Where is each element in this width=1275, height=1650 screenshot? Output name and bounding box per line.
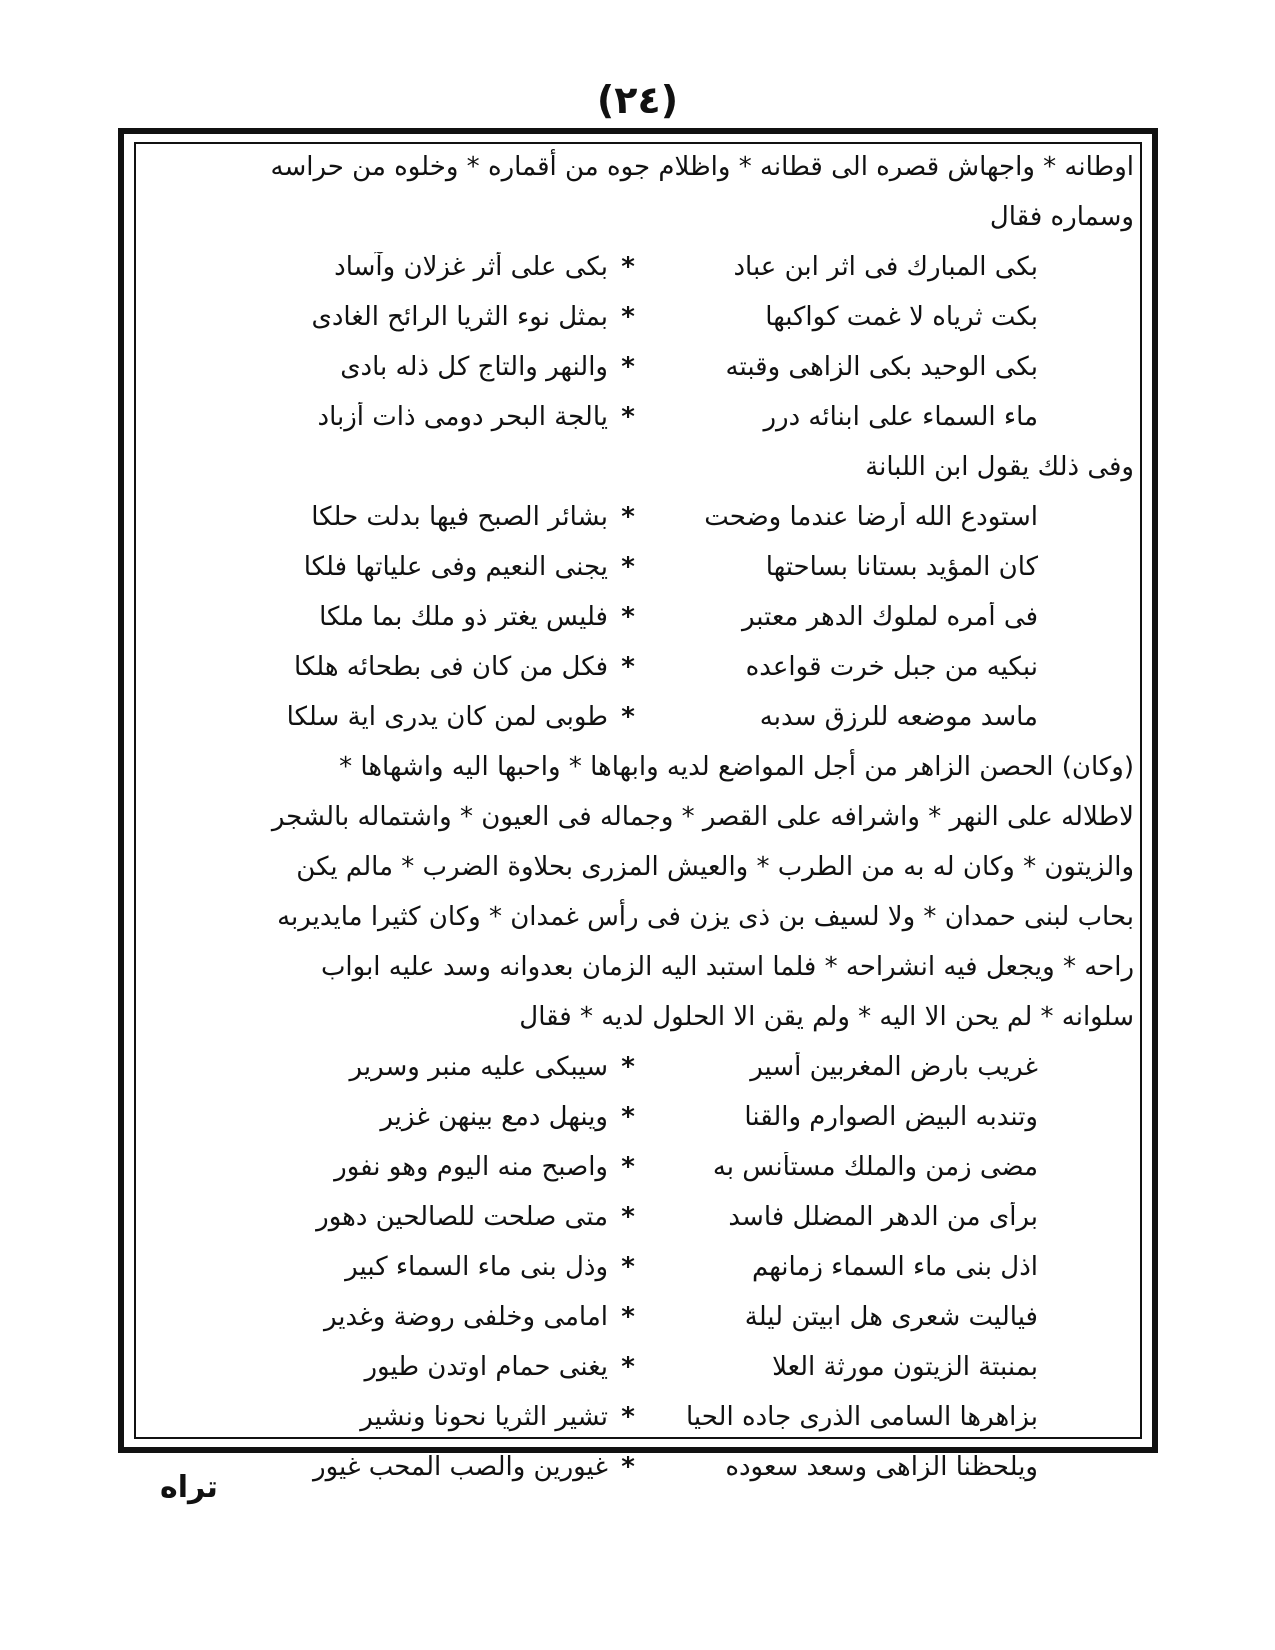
verse-first-hemistich: ويلحظنا الزاهى وسعد سعوده xyxy=(725,1452,1038,1482)
verse-second-hemistich: غيورين والصب المحب غيور xyxy=(313,1452,608,1482)
verse-second-hemistich: طوبى لمن كان يدرى اية سلكا xyxy=(286,702,608,732)
prose-line: لاطلاله على النهر * واشرافه على القصر * وجماله فى العيون * واشتماله بالشجر xyxy=(271,802,1134,832)
catchword: تراه xyxy=(160,1470,218,1505)
verse-separator: * xyxy=(621,1052,635,1082)
prose-paragraph-3 xyxy=(128,742,1148,1042)
verse-first-hemistich: بكى الوحيد بكى الزاهى وقبته xyxy=(725,352,1038,382)
verse-line xyxy=(128,492,1148,542)
verse-line xyxy=(128,1092,1148,1142)
verse-line xyxy=(128,1342,1148,1392)
verse-second-hemistich: يجنى النعيم وفى علياتها فلكا xyxy=(303,552,608,582)
poem-2 xyxy=(128,492,1148,742)
verse-separator: * xyxy=(621,1302,635,1332)
verse-line xyxy=(128,592,1148,642)
verse-first-hemistich: فياليت شعرى هل ابيتن ليلة xyxy=(744,1302,1038,1332)
verse-line xyxy=(128,292,1148,342)
verse-first-hemistich: استودع الله أرضا عندما وضحت xyxy=(704,502,1038,532)
verse-separator: * xyxy=(621,302,635,332)
verse-first-hemistich: وتندبه البيض الصوارم والقنا xyxy=(744,1102,1038,1132)
verse-line xyxy=(128,1442,1148,1492)
prose-line: (وكان) الحصن الزاهر من أجل المواضع لديه وابهاها * واحبها اليه واشهاها * xyxy=(339,752,1134,782)
verse-separator: * xyxy=(621,1252,635,1282)
verse-first-hemistich: غريب بارض المغربين أسير xyxy=(750,1052,1038,1082)
verse-line xyxy=(128,1042,1148,1092)
verse-first-hemistich: ماء السماء على ابنائه درر xyxy=(763,402,1038,432)
verse-first-hemistich: كان المؤيد بستانا بساحتها xyxy=(765,552,1038,582)
verse-separator: * xyxy=(621,1402,635,1432)
prose-line: بحاب لبنى حمدان * ولا لسيف بن ذى يزن فى رأس غمدان * وكان كثيرا مايديربه xyxy=(277,902,1134,932)
verse-separator: * xyxy=(621,1452,635,1482)
verse-second-hemistich: واصبح منه اليوم وهو نفور xyxy=(334,1152,608,1182)
page-number: (٢٤) xyxy=(596,78,679,122)
verse-separator: * xyxy=(621,1202,635,1232)
verse-first-hemistich: بمنبتة الزيتون مورثة العلا xyxy=(772,1352,1038,1382)
verse-second-hemistich: يغنى حمام اوتدن طيور xyxy=(364,1352,608,1382)
verse-line xyxy=(128,1242,1148,1292)
verse-separator: * xyxy=(621,402,635,432)
verse-second-hemistich: فكل من كان فى بطحائه هلكا xyxy=(293,652,608,682)
verse-line xyxy=(128,1392,1148,1442)
prose-line: وسماره فقال xyxy=(989,202,1134,232)
prose-paragraph-2 xyxy=(128,442,1148,492)
verse-second-hemistich: والنهر والتاج كل ذله بادى xyxy=(340,352,608,382)
verse-second-hemistich: وينهل دمع بينهن غزير xyxy=(380,1102,608,1132)
verse-second-hemistich: تشير الثريا نحونا ونشير xyxy=(360,1402,608,1432)
verse-second-hemistich: يالجة البحر دومى ذات أزباد xyxy=(317,402,608,432)
verse-second-hemistich: سيبكى عليه منبر وسرير xyxy=(349,1052,608,1082)
verse-line xyxy=(128,542,1148,592)
verse-line xyxy=(128,342,1148,392)
verse-line xyxy=(128,392,1148,442)
poem-3 xyxy=(128,1042,1148,1492)
verse-separator: * xyxy=(621,1102,635,1132)
prose-line: وفى ذلك يقول ابن اللبانة xyxy=(865,452,1134,482)
verse-second-hemistich: بشائر الصبح فيها بدلت حلكا xyxy=(311,502,608,532)
verse-second-hemistich: بمثل نوء الثريا الرائح الغادى xyxy=(311,302,608,332)
verse-first-hemistich: ماسد موضعه للرزق سدبه xyxy=(759,702,1038,732)
verse-separator: * xyxy=(621,702,635,732)
verse-separator: * xyxy=(621,252,635,282)
verse-first-hemistich: بكى المبارك فى اثر ابن عباد xyxy=(733,252,1038,282)
verse-second-hemistich: بكى على أثر غزلان وآساد xyxy=(334,252,608,282)
verse-first-hemistich: مضى زمن والملك مستأنس به xyxy=(712,1152,1038,1182)
prose-line: سلوانه * لم يحن الا اليه * ولم يقن الا الحلول لديه * فقال xyxy=(519,1002,1134,1032)
verse-line xyxy=(128,242,1148,292)
prose-paragraph-1 xyxy=(128,142,1148,242)
prose-line: اوطانه * واجهاش قصره الى قطانه * واظلام جوه من أقماره * وخلوه من حراسه xyxy=(270,152,1134,182)
verse-second-hemistich: فليس يغتر ذو ملك بما ملكا xyxy=(319,602,608,632)
verse-line xyxy=(128,1142,1148,1192)
verse-line xyxy=(128,1192,1148,1242)
verse-separator: * xyxy=(621,1352,635,1382)
verse-second-hemistich: وذل بنى ماء السماء كبير xyxy=(345,1252,608,1282)
verse-separator: * xyxy=(621,502,635,532)
verse-second-hemistich: امامى وخلفى روضة وغدير xyxy=(323,1302,608,1332)
verse-first-hemistich: برأى من الدهر المضلل فاسد xyxy=(728,1202,1038,1232)
verse-first-hemistich: اذل بنى ماء السماء زمانهم xyxy=(751,1252,1038,1282)
verse-line xyxy=(128,642,1148,692)
page-body xyxy=(128,142,1148,1492)
verse-line xyxy=(128,692,1148,742)
verse-separator: * xyxy=(621,602,635,632)
verse-separator: * xyxy=(621,652,635,682)
prose-line: راحه * ويجعل فيه انشراحه * فلما استبد اليه الزمان بعدوانه وسد عليه ابواب xyxy=(320,952,1134,982)
verse-first-hemistich: فى أمره لملوك الدهر معتبر xyxy=(741,602,1038,632)
verse-first-hemistich: بزاهرها السامى الذرى جاده الحيا xyxy=(685,1402,1038,1432)
verse-second-hemistich: متى صلحت للصالحين دهور xyxy=(316,1202,608,1232)
poem-1 xyxy=(128,242,1148,442)
verse-first-hemistich: بكت ثرياه لا غمت كواكبها xyxy=(765,302,1038,332)
verse-separator: * xyxy=(621,1152,635,1182)
verse-first-hemistich: نبكيه من جبل خرت قواعده xyxy=(745,652,1038,682)
verse-separator: * xyxy=(621,352,635,382)
verse-line xyxy=(128,1292,1148,1342)
verse-separator: * xyxy=(621,552,635,582)
prose-line: والزيتون * وكان له به من الطرب * والعيش المزرى بحلاوة الضرب * مالم يكن xyxy=(296,852,1134,882)
